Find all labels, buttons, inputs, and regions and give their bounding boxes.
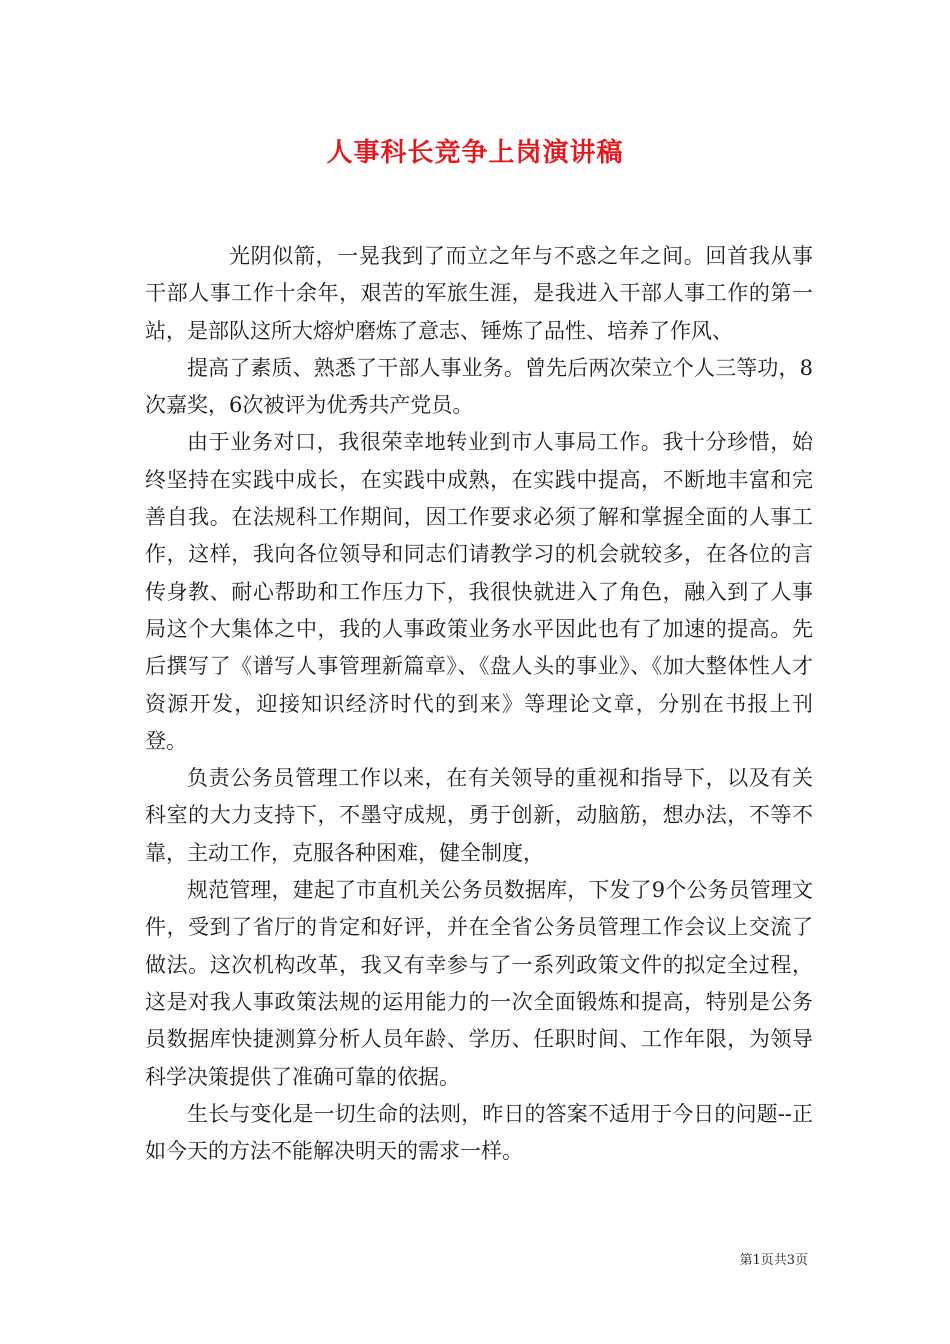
document-title: 人事科长竞争上岗演讲稿 <box>326 138 624 168</box>
paragraph-1: 光阴似箭，一晃我到了而立之年与不惑之年之间。回首我从事干部人事工作十余年，艰苦的军旅生涯，是我进入干部人事工作的第一站，是部队这所大熔炉磨炼了意志、锤炼了品性、培养了作风、 <box>145 244 813 343</box>
paragraph-3: 由于业务对口，我很荣幸地转业到市人事局工作。我十分珍惜，始终坚持在实践中成长，在实践中成熟，在实践中提高，不断地丰富和完善自我。在法规科工作期间，因工作要求必须了解和掌握全面的人事工作，这样，我向各位领导和同志们请教学习的机会就较多，在各位的言传身教、耐心帮助和工作压力下，我很快就进入了角色，融入到了人事局这个大集体之中，我的人事政策业务水平因此也有了加速的提高。先后撰写了《谱写人事管理新篇章》、《盘人头的事业》、《加大整体性人才资源开发，迎接知识经济时代的到来》等理论文章，分别在书报上刊登。 <box>145 430 813 753</box>
paragraph-5: 规范管理，建起了市直机关公务员数据库，下发了9个公务员管理文件，受到了省厅的肯定和好评，并在全省公务员管理工作会议上交流了做法。这次机构改革，我又有幸参与了一系列政策文件的拟定全过程，这是对我人事政策法规的运用能力的一次全面锻炼和提高，特别是公务员数据库快捷测算分析人员年龄、学历、任职时间、工作年限，为领导科学决策提供了准确可靠的依据。 <box>145 878 813 1089</box>
document-body <box>145 238 813 1170</box>
paragraph-6: 生长与变化是一切生命的法则，昨日的答案不适用于今日的问题--正如今天的方法不能解决明天的需求一样。 <box>145 1101 813 1164</box>
paragraph-2: 提高了素质、熟悉了干部人事业务。曾先后两次荣立个人三等功，8次嘉奖，6次被评为优秀共产党员。 <box>145 355 813 418</box>
page-number-footer: 第1页共3页 <box>739 1253 808 1268</box>
paragraph-4: 负责公务员管理工作以来，在有关领导的重视和指导下，以及有关科室的大力支持下，不墨守成规，勇于创新，动脑筋，想办法，不等不靠，主动工作，克服各种困难，健全制度， <box>145 766 813 865</box>
